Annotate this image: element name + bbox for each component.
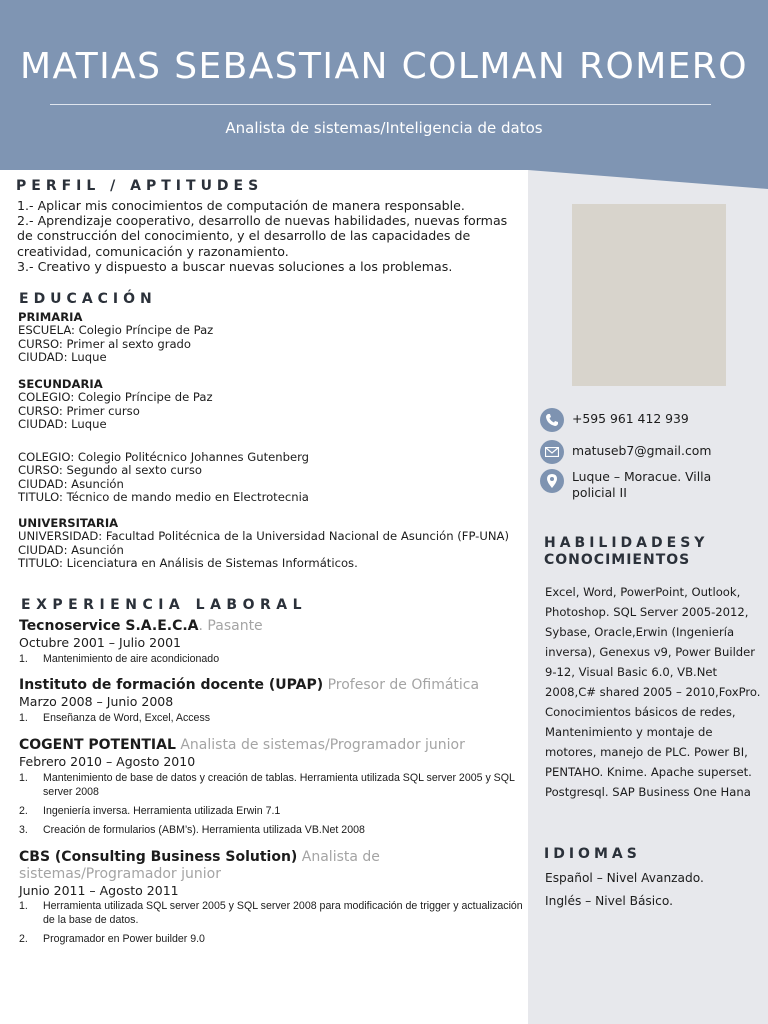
job-dates: Octubre 2001 – Julio 2001 <box>19 635 181 650</box>
header-divider <box>50 104 711 105</box>
job-task-number: 1. <box>19 900 28 912</box>
job-task-text: Enseñanza de Word, Excel, Access <box>43 712 211 724</box>
education-line: UNIVERSIDAD: Facultad Politécnica de la Universidad Nacional de Asunción (FP-UNA) <box>18 529 509 544</box>
education-primaria <box>18 311 528 364</box>
job-heading <box>19 618 524 635</box>
job-company: Instituto de formación docente (UPAP) <box>19 677 324 693</box>
profile-line: 2.- Aprendizaje cooperativo, desarrollo de nuevas habilidades, nuevas formas de construcción del conocimiento, y el desarrollo de las capacidades de creatividad, comunicación y razonamiento. <box>17 213 508 259</box>
skills-section-title <box>544 535 708 569</box>
job-heading <box>19 677 524 694</box>
job-task-text: Mantenimiento de base de datos y creación de tablas. Herramienta utilizada SQL server 2005 y SQL server 2008 <box>43 772 515 798</box>
education-line: CURSO: Primer al sexto grado <box>18 336 192 351</box>
job-task-list <box>19 899 524 946</box>
job-dates: Marzo 2008 – Junio 2008 <box>19 694 174 709</box>
education-level-heading: SECUNDARIA <box>18 377 103 391</box>
job-task-number: 2. <box>19 805 28 817</box>
job-task <box>19 711 524 725</box>
profile-text <box>17 198 517 274</box>
education-level-heading: UNIVERSITARIA <box>18 516 119 530</box>
job-task <box>19 652 524 666</box>
job-role: Analista de sistemas/Programador junior <box>175 737 465 753</box>
education-line: CIUDAD: Luque <box>18 349 107 364</box>
education-line: TITULO: Licenciatura en Análisis de Sistemas Informáticos. <box>18 555 358 570</box>
job-entry <box>19 677 524 730</box>
profile-photo <box>572 204 726 386</box>
job-task-text: Herramienta utilizada SQL server 2005 y SQL server 2008 para modificación de trigger y actualización de la base de datos. <box>43 900 523 926</box>
job-entry-tasks <box>19 897 524 951</box>
profile-section-title: PERFIL / APTITUDES <box>16 178 264 194</box>
education-line: TITULO: Técnico de mando medio en Electrotecnia <box>18 489 309 504</box>
job-task <box>19 823 524 837</box>
education-universitaria <box>18 517 528 570</box>
job-role: Analista de sistemas/Programador junior <box>19 849 380 882</box>
header-banner <box>0 0 768 192</box>
email-address: matuseb7@gmail.com <box>572 443 712 458</box>
contact-address <box>540 469 760 500</box>
education-line: CURSO: Segundo al sexto curso <box>18 463 202 478</box>
languages-section-title: IDIOMAS <box>544 846 641 862</box>
job-task-number: 1. <box>19 712 28 724</box>
job-task-number: 1. <box>19 653 28 665</box>
job-task-list <box>19 771 524 837</box>
education-line: CURSO: Primer curso <box>18 403 140 418</box>
contact-phone <box>540 408 760 432</box>
skills-title-line: CONOCIMIENTOS <box>544 552 691 568</box>
experience-section-title: EXPERIENCIA LABORAL <box>21 597 308 613</box>
job-company: Tecnoservice S.A.E.C.A <box>19 618 199 634</box>
job-task-list <box>19 711 524 725</box>
address-text: Luque – Moracue. Villa policial II <box>572 469 712 500</box>
job-entry <box>19 737 524 842</box>
job-heading <box>19 737 524 754</box>
profile-line: 1.- Aplicar mis conocimientos de computación de manera responsable. <box>17 198 465 213</box>
job-company: COGENT POTENTIAL <box>19 737 176 753</box>
job-task-number: 3. <box>19 824 28 836</box>
location-pin-icon <box>540 469 564 493</box>
job-task-text: Mantenimiento de aire acondicionado <box>43 653 220 665</box>
job-role: Profesor de Ofimática <box>323 677 480 693</box>
job-entry <box>19 618 524 671</box>
education-section-title: EDUCACIÓN <box>19 291 157 307</box>
job-task-text: Ingeniería inversa. Herramienta utilizada Erwin 7.1 <box>43 805 281 817</box>
education-line: CIUDAD: Asunción <box>18 476 124 491</box>
phone-icon <box>540 408 564 432</box>
skills-title-line: HABILIDADESY <box>544 535 709 551</box>
job-task-list <box>19 652 524 666</box>
job-task-text: Programador en Power builder 9.0 <box>43 933 205 945</box>
job-task <box>19 804 524 818</box>
job-task-text: Creación de formularios (ABM’s). Herramienta utilizada VB.Net 2008 <box>43 824 365 836</box>
mail-icon <box>540 440 564 464</box>
contact-email <box>540 440 760 464</box>
job-role: . Pasante <box>198 618 263 634</box>
language-item: Español – Nivel Avanzado. <box>545 871 704 885</box>
job-entry <box>19 849 399 898</box>
candidate-subtitle: Analista de sistemas/Inteligencia de datos <box>225 119 543 137</box>
job-company: CBS (Consulting Business Solution) <box>19 849 298 865</box>
education-secundaria-2 <box>18 451 528 504</box>
education-line: CIUDAD: Asunción <box>18 542 124 557</box>
skills-text: Excel, Word, PowerPoint, Outlook, Photoshop. SQL Server 2005-2012, Sybase, Oracle,Erwin (Ingeniería inversa), Genexus v9, Power Builder 9-12, Visual Basic 6.0, VB.Net 2008,C# shared 2005 – 2010,FoxPro. Conocimientos básicos de redes, Mantenimiento y montaje de motores, manejo de PLC. Power BI, PENTAHO. Knime. Apache superset. Postgresql. SAP Business One Hana <box>545 585 761 799</box>
language-item: Inglés – Nivel Básico. <box>545 894 673 908</box>
phone-number: +595 961 412 939 <box>572 411 689 426</box>
education-line: COLEGIO: Colegio Politécnico Johannes Gutenberg <box>18 450 310 464</box>
job-task <box>19 899 524 927</box>
job-dates: Febrero 2010 – Agosto 2010 <box>19 754 196 769</box>
education-line: CIUDAD: Luque <box>18 416 107 431</box>
profile-line: 3.- Creativo y dispuesto a buscar nuevas soluciones a los problemas. <box>17 258 453 274</box>
education-line: COLEGIO: Colegio Príncipe de Paz <box>18 390 213 405</box>
education-line: ESCUELA: Colegio Príncipe de Paz <box>18 323 214 338</box>
job-task-number: 2. <box>19 933 28 945</box>
job-task <box>19 932 524 946</box>
education-level-heading: PRIMARIA <box>18 310 83 324</box>
job-dates: Junio 2011 – Agosto 2011 <box>19 883 179 898</box>
job-task <box>19 771 524 799</box>
education-secundaria <box>18 378 528 431</box>
candidate-name: MATIAS SEBASTIAN COLMAN ROMERO <box>20 46 748 87</box>
job-heading <box>19 849 399 883</box>
job-task-number: 1. <box>19 772 28 784</box>
